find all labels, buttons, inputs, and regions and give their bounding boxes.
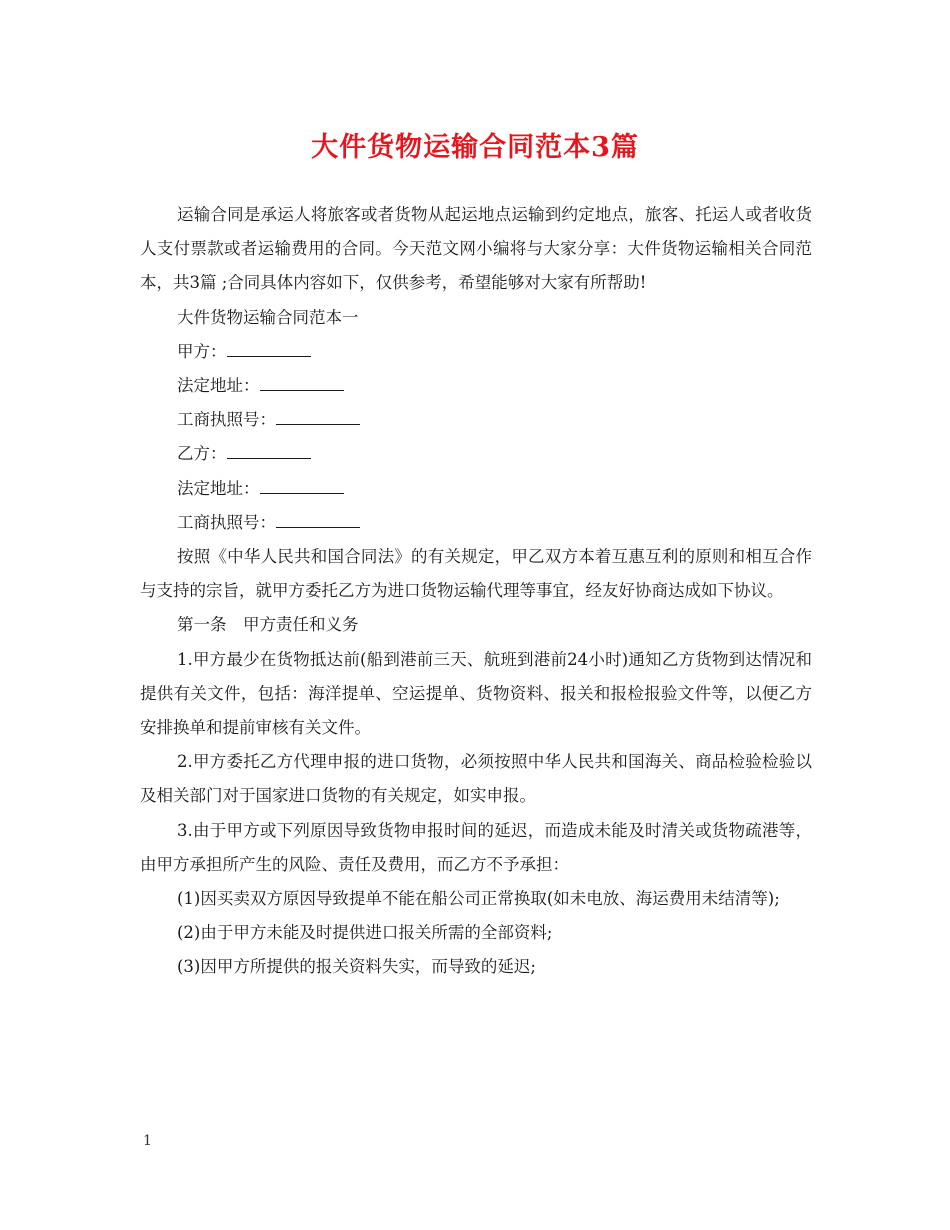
party-b-license-label: 工商执照号： xyxy=(177,512,276,532)
party-a-address-blank xyxy=(260,376,344,391)
page-number: 1 xyxy=(143,1133,152,1149)
party-b-address-line xyxy=(140,472,812,506)
party-a-name-label: 甲方： xyxy=(177,341,227,361)
clause-3: 3.由于甲方或下列原因导致货物申报时间的延迟，而造成未能及时清关或货物疏港等，由甲方承担所产生的风险、责任及费用，而乙方不予承担： xyxy=(140,820,812,874)
party-a-name-line xyxy=(140,335,812,369)
intro-paragraph: 运输合同是承运人将旅客或者货物从起运地点运输到约定地点，旅客、托运人或者收货人支付票款或者运输费用的合同。今天范文网小编将与大家分享：大件货物运输相关合同范本，共3篇 ;合同具体内容如下，仅供参考，希望能够对大家有所帮助! xyxy=(140,205,812,293)
article-1-heading: 第一条 甲方责任和义务 xyxy=(177,615,359,635)
party-b-name-label: 乙方： xyxy=(177,444,227,464)
party-b-address-label: 法定地址： xyxy=(177,478,260,498)
party-a-license-blank xyxy=(276,410,360,425)
party-a-license-label: 工商执照号： xyxy=(177,410,276,430)
party-b-name-line xyxy=(140,437,812,471)
clause-1: 1.甲方最少在货物抵达前(船到港前三天、航班到港前24小时)通知乙方货物到达情况和提供有关文件，包括：海洋提单、空运提单、货物资料、报关和报检报验文件等，以便乙方安排换单和提前审核有关文件。 xyxy=(140,649,812,738)
party-a-name-blank xyxy=(227,342,311,357)
party-a-address-line xyxy=(140,369,812,403)
party-b-license-line xyxy=(140,506,812,540)
preamble-paragraph: 按照《中华人民共和国合同法》的有关规定，甲乙双方本着互惠互利的原则和相互合作与支持的宗旨，就甲方委托乙方为进口货物运输代理等事宜，经友好协商达成如下协议。 xyxy=(140,547,812,601)
section-heading: 大件货物运输合同范本一 xyxy=(177,307,359,327)
document-body xyxy=(140,198,812,985)
party-a-address-label: 法定地址： xyxy=(177,376,260,396)
party-a-license-line xyxy=(140,403,812,437)
clause-2: 2.甲方委托乙方代理申报的进口货物，必须按照中华人民共和国海关、商品检验检验以及相关部门对于国家进口货物的有关规定，如实申报。 xyxy=(140,752,812,806)
party-b-address-blank xyxy=(260,479,344,494)
clause-3-item-2: (2)由于甲方未能及时提供进口报关所需的全部资料; xyxy=(177,923,553,943)
clause-3-item-1: (1)因买卖双方原因导致提单不能在船公司正常换取(如未电放、海运费用未结清等); xyxy=(177,889,780,909)
party-b-license-blank xyxy=(276,513,360,528)
party-b-name-blank xyxy=(227,444,311,459)
clause-3-item-3: (3)因甲方所提供的报关资料失实，而导致的延迟; xyxy=(177,957,536,977)
document-title: 大件货物运输合同范本3篇 xyxy=(311,132,639,163)
